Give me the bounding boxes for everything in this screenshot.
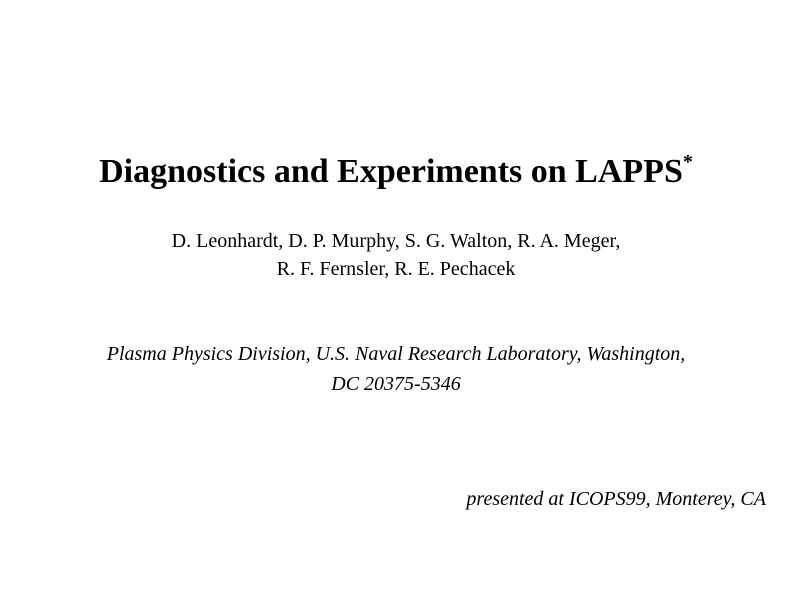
slide-title bbox=[0, 150, 792, 194]
affiliation bbox=[0, 339, 792, 399]
affiliation-line-2: DC 20375-5346 bbox=[331, 373, 461, 395]
author-list bbox=[0, 227, 792, 283]
author-line-1: D. Leonhardt, D. P. Murphy, S. G. Walton, R. A. Meger, bbox=[171, 230, 621, 252]
title-text: Diagnostics and Experiments on LAPPS bbox=[99, 153, 683, 190]
author-line-2: R. F. Fernsler, R. E. Pechacek bbox=[276, 258, 516, 280]
presented-at-note: presented at ICOPS99, Monterey, CA bbox=[466, 488, 766, 510]
affiliation-line-1: Plasma Physics Division, U.S. Naval Research Laboratory, Washington, bbox=[106, 343, 686, 365]
title-footnote-mark: * bbox=[682, 151, 693, 173]
